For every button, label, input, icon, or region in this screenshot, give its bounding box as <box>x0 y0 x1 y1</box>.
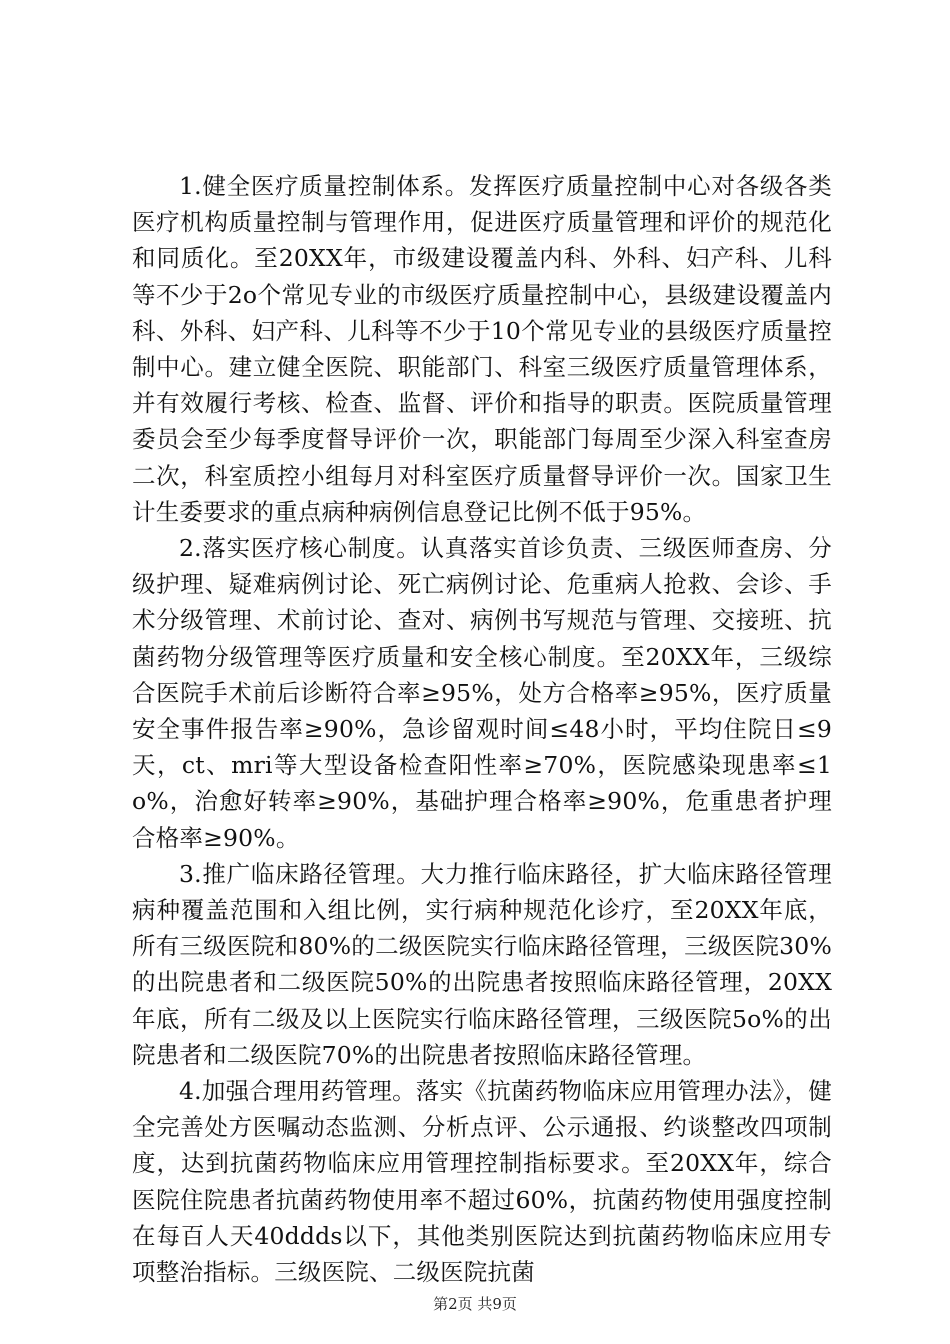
paragraph-clinical-pathway: 3.推广临床路径管理。大力推行临床路径，扩大临床路径管理病种覆盖范围和入组比例，实行病种规范化诊疗，至20XX年底，所有三级医院和80%的二级医院实行临床路径管理，三级医院30%的出院患者和二级医院50%的出院患者按照临床路径管理，20XX年底，所有二级及以上医院实行临床路径管理，三级医院5o%的出院患者和二级医院70%的出院患者按照临床路径管理。 <box>132 859 832 1069</box>
document-body <box>132 168 832 1290</box>
paragraph-rational-drug-use: 4.加强合理用药管理。落实《抗菌药物临床应用管理办法》，健全完善处方医嘱动态监测、分析点评、公示通报、约谈整改四项制度，达到抗菌药物临床应用管理控制指标要求。至20XX年，综合医院住院患者抗菌药物使用率不超过60%，抗菌药物使用强度控制在每百人天40ddds以下，其他类别医院达到抗菌药物临床应用专项整治指标。三级医院、二级医院抗菌 <box>132 1077 832 1287</box>
page-number-footer: 第2页 共9页 <box>433 1295 517 1313</box>
paragraph-quality-control-system: 1.健全医疗质量控制体系。发挥医疗质量控制中心对各级各类医疗机构质量控制与管理作用，促进医疗质量管理和评价的规范化和同质化。至20XX年，市级建设覆盖内科、外科、妇产科、儿科等不少于2o个常见专业的市级医疗质量控制中心，县级建设覆盖内科、外科、妇产科、儿科等不少于10个常见专业的县级医疗质量控制中心。建立健全医院、职能部门、科室三级医疗质量管理体系，并有效履行考核、检查、监督、评价和指导的职责。医院质量管理委员会至少每季度督导评价一次，职能部门每周至少深入科室查房二次，科室质控小组每月对科室医疗质量督导评价一次。国家卫生计生委要求的重点病种病例信息登记比例不低于95%。 <box>132 172 832 526</box>
paragraph-core-medical-systems: 2.落实医疗核心制度。认真落实首诊负责、三级医师查房、分级护理、疑难病例讨论、死亡病例讨论、危重病人抢救、会诊、手术分级管理、术前讨论、查对、病例书写规范与管理、交接班、抗菌药物分级管理等医疗质量和安全核心制度。至20XX年，三级综合医院手术前后诊断符合率≥95%，处方合格率≥95%，医疗质量安全事件报告率≥90%，急诊留观时间≤48小时，平均住院日≤9天，ct、mri等大型设备检查阳性率≥70%，医院感染现患率≤1o%，治愈好转率≥90%，基础护理合格率≥90%，危重患者护理合格率≥90%。 <box>132 534 832 852</box>
